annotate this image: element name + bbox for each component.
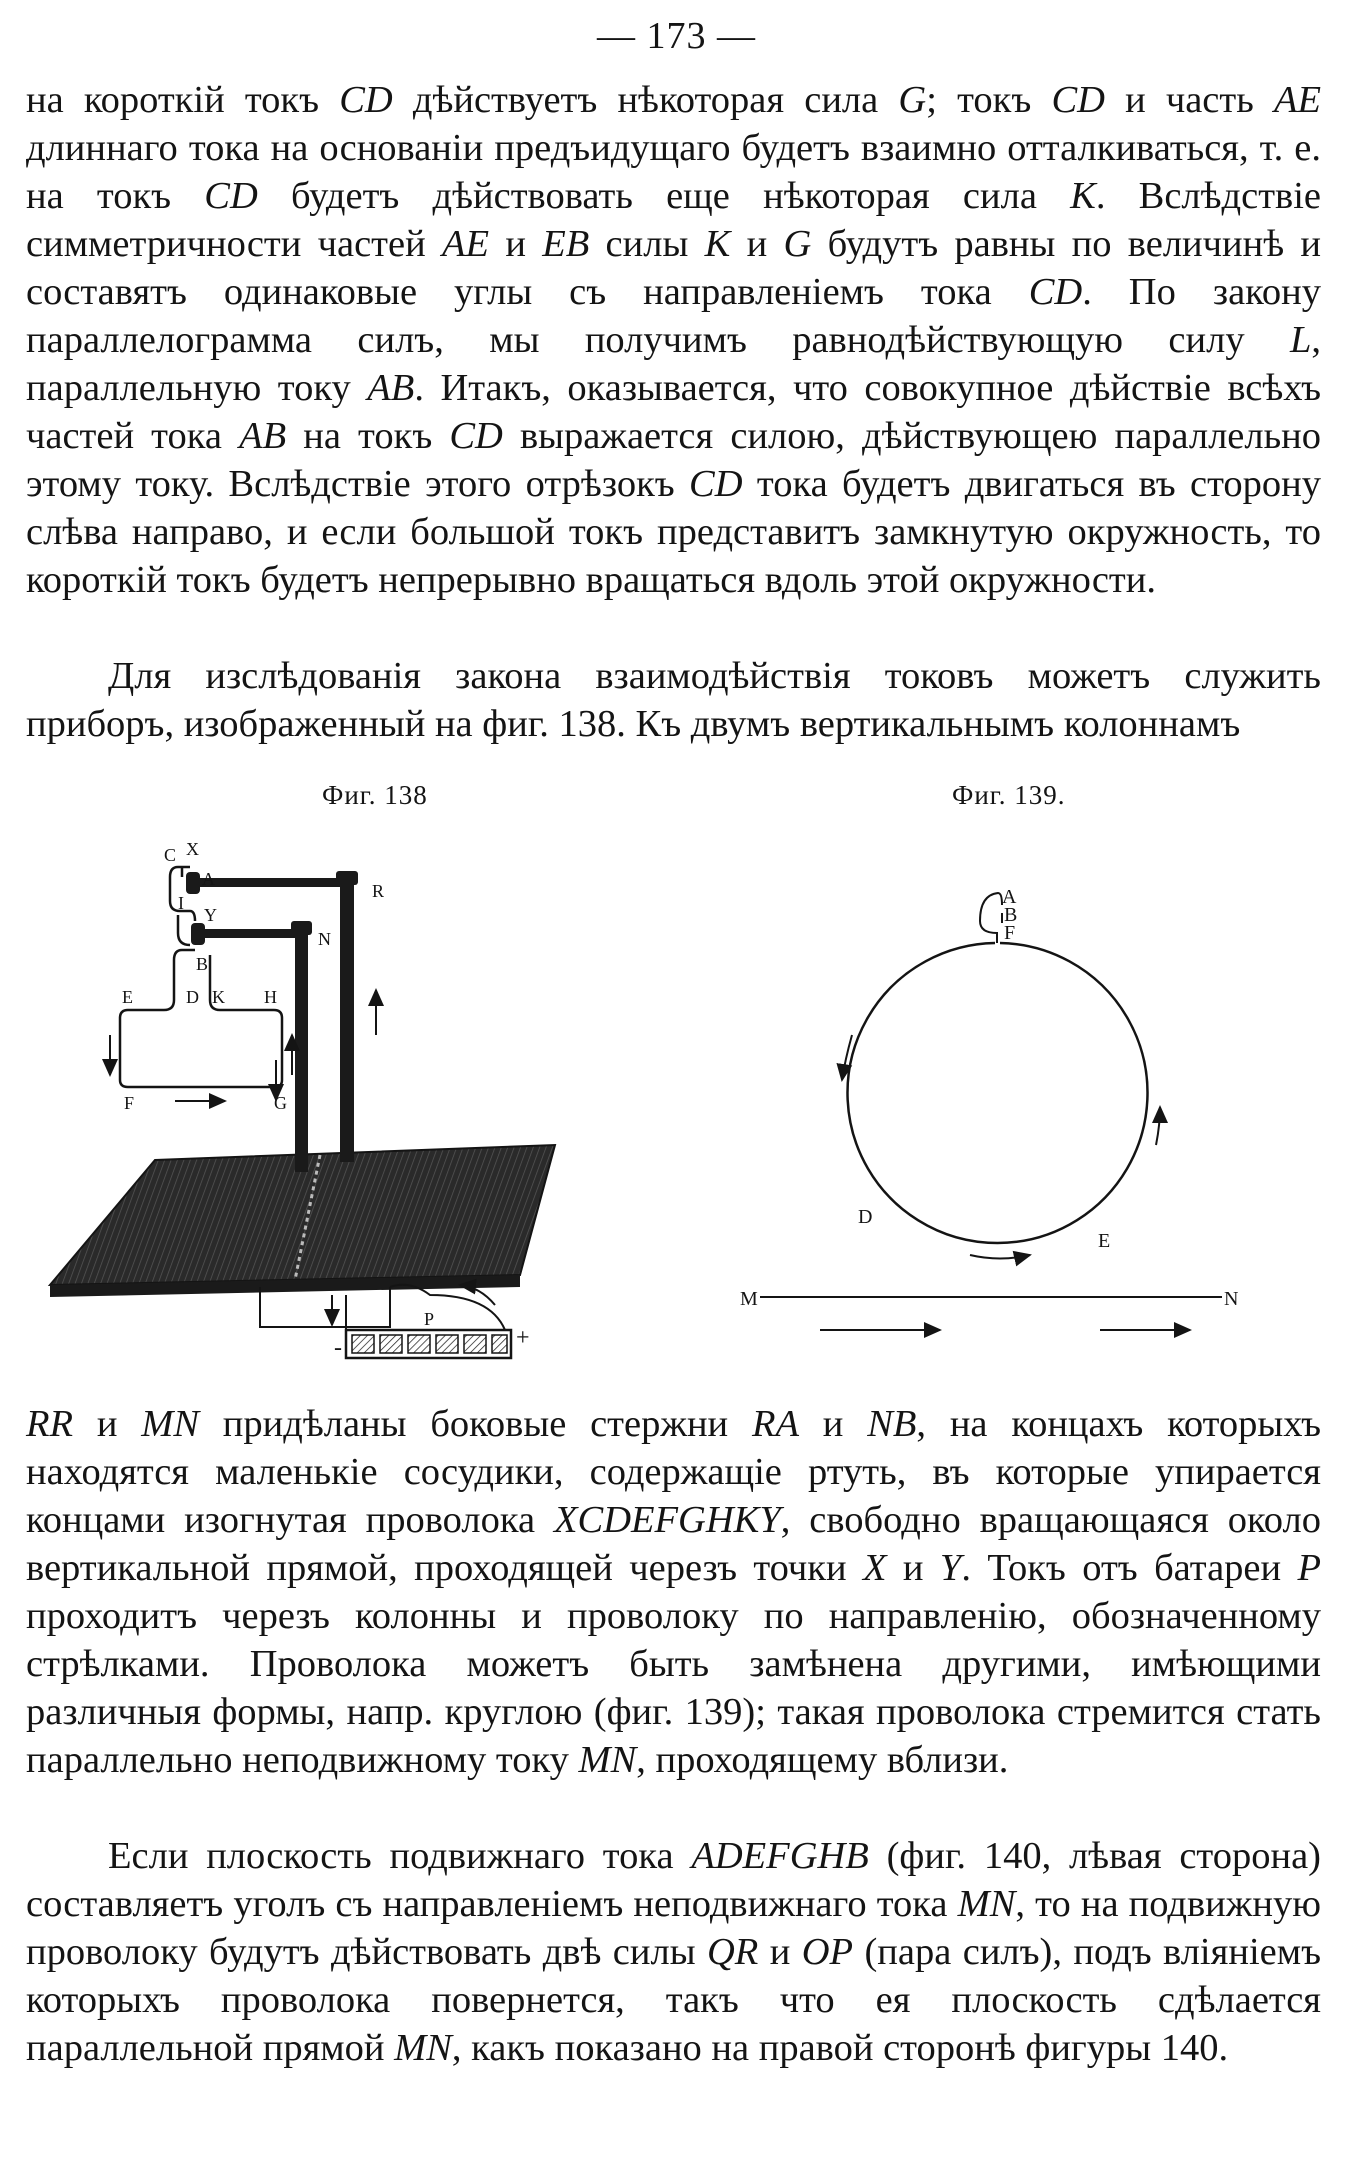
- label-b: B: [196, 954, 209, 974]
- italic-symbol: AB: [239, 415, 287, 457]
- label-e: E: [1098, 1230, 1111, 1252]
- text-run: Для изслѣдованія закона взаимодѣйствія токовъ можетъ служить приборъ, изображенный на фиг. 138. Къ двумъ вертикальнымъ колоннамъ: [26, 655, 1321, 745]
- text-run: , свободно вращающаяся около вертикальной прямой, проходящей черезъ точки: [26, 1499, 1321, 1589]
- label-minus: -: [334, 1335, 342, 1361]
- italic-symbol: MN: [394, 2027, 452, 2069]
- text-run: и: [799, 1403, 868, 1445]
- italic-symbol: ADEFGHB: [691, 1835, 869, 1877]
- italic-symbol: AE: [441, 223, 490, 265]
- label-f: F: [1004, 922, 1016, 944]
- label-x: X: [186, 839, 199, 859]
- circular-wire: [848, 893, 1148, 1243]
- italic-symbol: NB: [867, 1403, 917, 1445]
- text-run: и: [758, 1931, 802, 1973]
- label-a: A: [202, 869, 215, 889]
- label-y: Y: [204, 905, 217, 925]
- italic-symbol: CD: [1051, 79, 1105, 121]
- label-n: N: [1224, 1288, 1239, 1310]
- label-a: A: [1002, 886, 1017, 908]
- text-run: на токъ: [286, 415, 450, 457]
- text-run: и часть: [1104, 79, 1274, 121]
- text-run: Если плоскость подвижнаго тока: [108, 1835, 692, 1877]
- label-p: P: [424, 1309, 435, 1329]
- text-run: проходитъ черезъ колонны и проволоку по направленію, обозначенному стрѣлками. Проволока можетъ быть замѣнена другими, имѣющими различныя формы, напр. круглою (фиг. 139); такая проволока стремится стать параллельно неподвижному току: [26, 1595, 1321, 1781]
- text-run: и: [489, 223, 543, 265]
- paragraph-2: [26, 652, 1321, 748]
- label-m: M: [740, 1288, 758, 1310]
- italic-symbol: CD: [204, 175, 258, 217]
- text-run: . Вслѣдствіе симметричности частей: [26, 175, 1322, 265]
- text-run: дѣйствуетъ нѣкоторая сила: [392, 79, 899, 121]
- label-b: B: [1004, 904, 1018, 926]
- text-run: силы: [589, 223, 705, 265]
- label-f: F: [124, 1093, 135, 1113]
- text-run: . По закону параллелограмма силъ, мы получимъ равнодѣйствующую силу: [26, 271, 1322, 361]
- movable-wire: [120, 867, 282, 1087]
- italic-symbol: CD: [1028, 271, 1083, 313]
- text-run: (фиг. 140, лѣвая сторона) составляетъ уголъ съ направленіемъ неподвижнаго тока: [26, 1835, 1322, 1925]
- italic-symbol: G: [783, 223, 812, 265]
- text-run: . Токъ отъ батареи: [961, 1547, 1298, 1589]
- label-d: D: [186, 987, 199, 1007]
- text-run: будутъ равны по величинѣ и составятъ одинаковые углы съ направленіемъ тока: [26, 223, 1322, 313]
- italic-symbol: XCDEFGHKY: [554, 1499, 781, 1541]
- text-run: и: [730, 223, 784, 265]
- italic-symbol: MN: [141, 1403, 199, 1445]
- figure-139-circle: [740, 825, 1260, 1365]
- label-e: E: [122, 987, 133, 1007]
- italic-symbol: CD: [449, 415, 503, 457]
- text-run: длиннаго тока на основаніи предъидущаго будетъ взаимно отталкиваться, т. е. на токъ: [26, 127, 1321, 217]
- column-mn: [291, 921, 312, 1172]
- label-k: K: [212, 987, 225, 1007]
- italic-symbol: K: [704, 223, 731, 265]
- text-run: выражается силою, дѣйствующею параллельно этому току. Вслѣдствіе этого отрѣзокъ: [26, 415, 1321, 505]
- battery-p: [260, 1285, 511, 1358]
- italic-symbol: QR: [706, 1931, 759, 1973]
- label-n: N: [318, 929, 331, 949]
- label-r: R: [372, 881, 385, 901]
- text-run: тока будетъ двигаться въ сторону слѣва направо, и если большой токъ представитъ замкнутую окружность, то короткій токъ будетъ непрерывно вращаться вдоль этой окружности.: [26, 463, 1321, 601]
- paragraph-4: [26, 1832, 1321, 2072]
- text-run: , на концахъ которыхъ находятся маленькіе сосудики, содержащіе ртуть, въ которые упирается концами изогнутая проволока: [26, 1403, 1321, 1541]
- text-run: (пара силъ), подъ вліяніемъ которыхъ проволока повернется, такъ что ея плоскость сдѣлается параллельной прямой: [26, 1931, 1322, 2069]
- label-i: I: [178, 893, 184, 913]
- italic-symbol: CD: [689, 463, 743, 505]
- italic-symbol: RR: [26, 1403, 74, 1445]
- rod-ra: [195, 878, 345, 887]
- italic-symbol: AB: [367, 367, 415, 409]
- paragraph-3: [26, 1400, 1321, 1784]
- label-d: D: [858, 1206, 873, 1228]
- text-run: , то на подвижную проволоку будутъ дѣйствовать двѣ силы: [26, 1883, 1322, 1973]
- figure-139-caption: Фиг. 139.: [952, 780, 1066, 810]
- italic-symbol: P: [1297, 1547, 1322, 1589]
- column-rr: [336, 871, 358, 1162]
- italic-symbol: X: [863, 1547, 887, 1589]
- arrow-circle-bottom: [970, 1255, 1030, 1259]
- italic-symbol: K: [1070, 175, 1096, 217]
- rod-nb: [200, 929, 300, 938]
- italic-symbol: L: [1289, 319, 1312, 361]
- label-c: C: [164, 845, 177, 865]
- italic-symbol: EB: [542, 223, 590, 265]
- italic-symbol: G: [898, 79, 927, 121]
- italic-symbol: MN: [957, 1883, 1016, 1925]
- text-run: на короткій токъ: [26, 79, 340, 121]
- italic-symbol: AE: [1273, 79, 1321, 121]
- italic-symbol: MN: [578, 1739, 637, 1781]
- paragraph-1: [26, 76, 1321, 604]
- text-run: . Итакъ, оказывается, что совокупное дѣйствіе всѣхъ частей тока: [26, 367, 1321, 457]
- text-run: , параллельную току: [26, 319, 1321, 409]
- page-number: — 173 —: [597, 15, 756, 57]
- italic-symbol: CD: [339, 79, 393, 121]
- text-run: и: [886, 1547, 940, 1589]
- italic-symbol: OP: [801, 1931, 854, 1973]
- text-run: будетъ дѣйствовать еще нѣкоторая сила: [257, 175, 1071, 217]
- arrow-circle-right: [1156, 1107, 1160, 1145]
- text-run: и: [73, 1403, 142, 1445]
- italic-symbol: Y: [939, 1547, 962, 1589]
- figure-138-apparatus: [50, 825, 570, 1385]
- figure-138-caption: Фиг. 138: [322, 780, 428, 810]
- text-run: ; токъ: [926, 79, 1052, 121]
- label-plus: +: [516, 1325, 530, 1351]
- text-run: придѣланы боковые стержни: [199, 1403, 752, 1445]
- text-run: , проходящему вблизи.: [636, 1739, 1009, 1781]
- cup-a: [186, 872, 200, 894]
- text-run: , какъ показано на правой сторонѣ фигуры 140.: [451, 2027, 1229, 2069]
- label-h: H: [264, 987, 277, 1007]
- figure-139-labels: [740, 886, 1238, 1310]
- label-g: G: [274, 1093, 287, 1113]
- cup-b: [191, 923, 205, 945]
- italic-symbol: RA: [751, 1403, 799, 1445]
